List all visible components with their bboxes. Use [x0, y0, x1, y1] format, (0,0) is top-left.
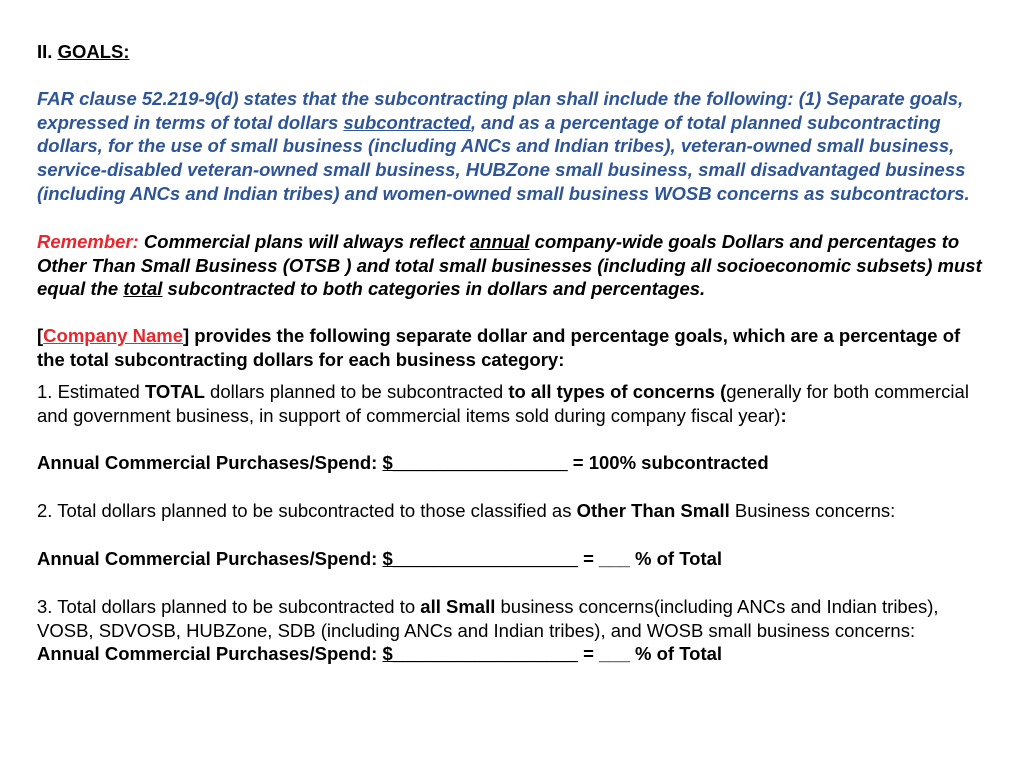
item1-bold-colon: : [780, 404, 787, 426]
spend2-result: = ___ % of Total [577, 547, 723, 569]
spend-line-2 [37, 547, 984, 571]
spend1-result: = 100% subcontracted [567, 452, 769, 474]
item2-bold-otsb: Other Than Small [576, 500, 730, 522]
item1-bold-total: TOTAL [144, 380, 205, 402]
item2-text-2: Business concerns: [729, 500, 896, 522]
item1-text-3: generally for both commercial and government business, in support of commercial items sold during company fiscal year) [37, 380, 969, 426]
item3-bold-all-small: all Small [420, 595, 496, 617]
item1-text-1: 1. Estimated [37, 380, 145, 402]
company-bracket-close: ] [183, 325, 190, 347]
spend3-label: Annual Commercial Purchases/Spend: [37, 643, 383, 665]
spend3-blank: $__________________ [382, 643, 578, 665]
remember-text-2: company-wide goals Dollars and percentages to Other Than Small Business (OTSB ) and total small businesses (including all socioeconomic subsets) must equal the [37, 230, 982, 300]
item2-text-1: 2. Total dollars planned to be subcontracted to those classified as [37, 500, 577, 522]
goal-item-2 [37, 499, 984, 523]
far-text-1: FAR clause 52.219-9(d) states that the subcontracting plan shall include the following: (1) Separate goals, expressed in terms of total dollars [37, 87, 964, 133]
remember-total: total [123, 278, 163, 300]
item1-bold-concerns: to all types of concerns ( [508, 380, 727, 402]
spend1-blank: $_________________ [382, 452, 568, 474]
section-number: II. [37, 41, 58, 62]
far-text-2: , and as a percentage of total planned subcontracting dollars, for the use of small business (including ANCs and Indian tribes), veteran-owned small business, service-disabled veteran-owned small business, HUBZone small business, small disadvantaged business (including ANCs and Indian tribes) and women-owned small business WOSB concerns as subcontractors. [37, 111, 970, 204]
remember-label: Remember: [37, 230, 139, 252]
remember-text-3: subcontracted to both categories in dollars and percentages. [162, 278, 706, 300]
spend-line-3 [37, 642, 984, 666]
spend2-blank: $__________________ [382, 547, 578, 569]
remember-text-1: Commercial plans will always reflect [138, 230, 470, 252]
far-underlined-term: subcontracted [343, 111, 471, 133]
section-heading [37, 40, 984, 64]
company-text: provides the following separate dollar and percentage goals, which are a percentage of the total subcontracting dollars for each business category: [37, 325, 961, 370]
item1-text-2: dollars planned to be subcontracted [204, 380, 509, 402]
spend3-result: = ___ % of Total [577, 643, 723, 665]
company-paragraph [37, 324, 984, 372]
item3-text-2: business concerns(including ANCs and Indian tribes), VOSB, SDVOSB, HUBZone, SDB (including ANCs and Indian tribes), and WOSB small business concerns: [37, 595, 939, 641]
remember-annual: annual [469, 230, 530, 252]
goal-item-3 [37, 595, 984, 643]
company-bracket-open: [ [37, 325, 44, 347]
item3-text-1: 3. Total dollars planned to be subcontracted to [37, 595, 421, 617]
spend1-label: Annual Commercial Purchases/Spend: [37, 452, 383, 474]
spend2-label: Annual Commercial Purchases/Spend: [37, 547, 383, 569]
remember-paragraph [37, 230, 984, 301]
spend-line-1 [37, 451, 984, 475]
section-title: GOALS: [57, 41, 130, 62]
far-clause-paragraph [37, 87, 984, 206]
goal-item-1 [37, 380, 984, 428]
company-name-placeholder: Company Name [43, 325, 183, 347]
